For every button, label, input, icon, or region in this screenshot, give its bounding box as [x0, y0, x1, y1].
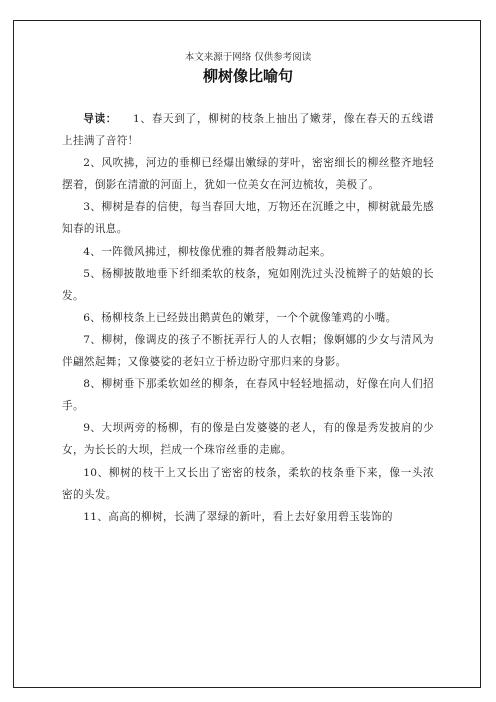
lead-text: 1、春天到了，柳树的枝条上抽出了嫩芽，像在春天的五线谱上挂满了音符！	[62, 113, 434, 148]
document-title: 柳树像比喻句	[202, 67, 293, 85]
source-note: 本文来源于网络 仅供参考阅读	[184, 52, 312, 63]
paragraph-10: 10、柳树的枝干上又长出了密密的枝条，柔软的枝条垂下来，像一头浓密的头发。	[62, 466, 434, 501]
article-body	[62, 108, 434, 528]
lead-paragraph	[62, 108, 434, 152]
paragraph-5: 5、杨柳披散地垂下纤细柔软的枝条，宛如刚洗过头没梳辫子的姑娘的长发。	[62, 267, 434, 302]
paragraph-9: 9、大坝两旁的杨柳，有的像是白发婆婆的老人，有的像是秀发披肩的少女，为长长的大坝，拦成一个珠帘丝垂的走廊。	[62, 422, 434, 457]
paragraph-2: 2、风吹拂，河边的垂柳已经爆出嫩绿的芽叶，密密细长的柳丝整齐地轻摆着，倒影在清澈的河面上，犹如一位美女在河边梳妆，美极了。	[62, 157, 434, 192]
paragraph-11: 11、高高的柳树，长满了翠绿的新叶，看上去好象用碧玉装饰的	[83, 510, 393, 523]
paragraph-8: 8、柳树垂下那柔软如丝的柳条，在春风中轻轻地摇动，好像在向人们招手。	[62, 378, 434, 413]
paragraph-6: 6、杨柳枝条上已经鼓出鹅黄色的嫩芽，一个个就像雏鸡的小嘴。	[83, 311, 397, 324]
lead-label: 导读：	[83, 113, 118, 125]
paragraph-7: 7、柳树，像调皮的孩子不断抚弄行人的人衣帽；像婀娜的少女与清风为伴翩然起舞；又像婆娑的老妇立于桥边盼守那归来的身影。	[62, 333, 434, 369]
paragraph-4: 4、一阵微风拂过，柳枝像优雅的舞者般舞动起来。	[83, 245, 332, 258]
paragraph-3: 3、柳树是春的信使，每当春回大地，万物还在沉睡之中，柳树就最先感知春的讯息。	[62, 201, 434, 236]
